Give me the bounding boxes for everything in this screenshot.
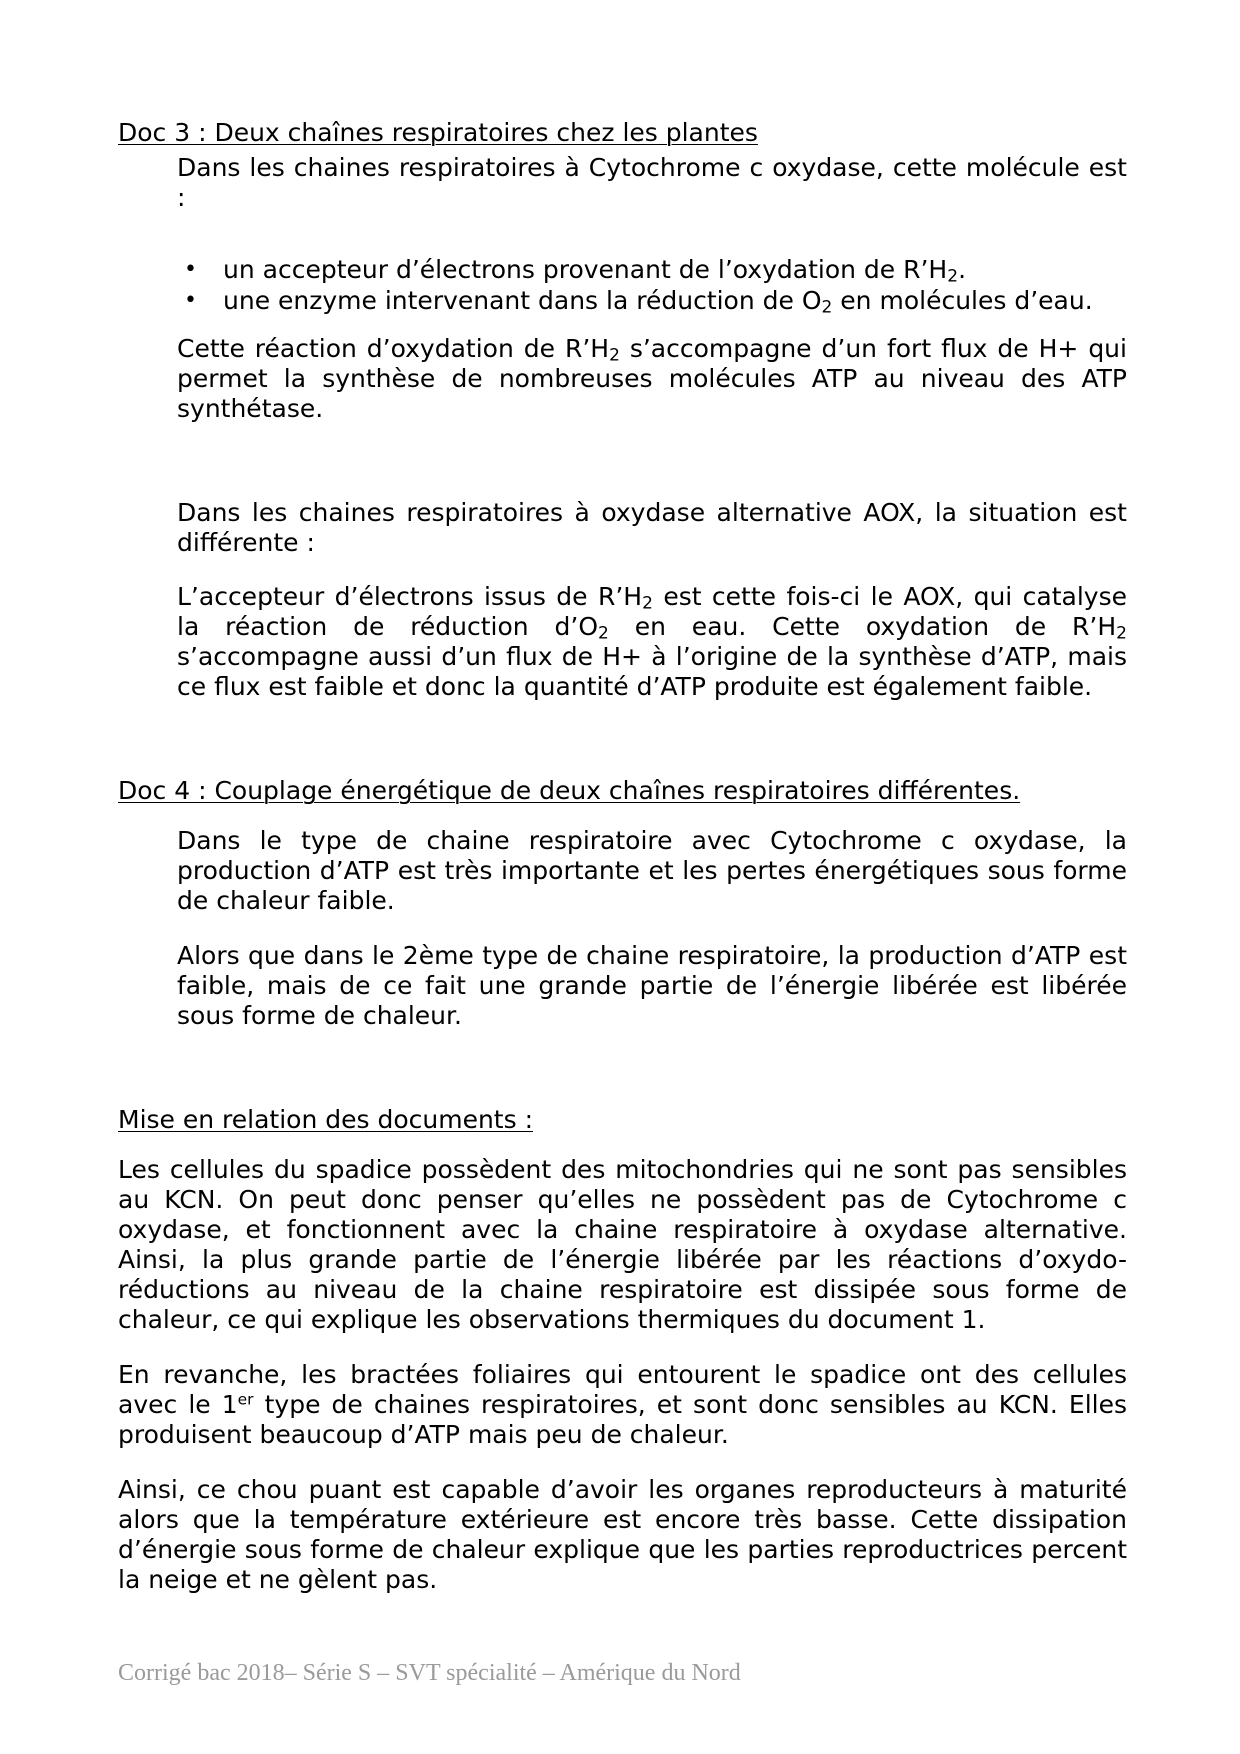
doc3-bullet-item: • une enzyme intervenant dans la réduction de $O_2$ en molécules d’eau. bbox=[184, 286, 1093, 318]
relation-first-paragraph: Les cellules du spadice possèdent des mitochondries qui ne sont pas sensibles au KCN. On peut donc penser qu’elles ne possèdent pas de Cytochrome c oxydase, et fonctionnent avec la chaine respiratoire à oxydase alternative. Ainsi, la plus grande partie de l’énergie libérée par les réactions d’oxydo-réductions au niveau de la chaine respiratoire est dissipée sous forme de chaleur, ce qui explique les observations thermiques du document 1. bbox=[118, 1155, 1127, 1334]
doc4-second-paragraph: Alors que dans le 2ème type de chaine respiratoire, la production d’ATP est faible, mais de ce fait une grande partie de l’énergie libérée est libérée sous forme de chaleur. bbox=[177, 941, 1127, 1030]
doc4-heading: Doc 4 : Couplage énergétique de deux chaînes respiratoires différentes. bbox=[118, 776, 1021, 805]
doc3-intro-paragraph: Dans les chaines respiratoires à Cytochrome c oxydase, cette molécule est : bbox=[177, 153, 1127, 212]
doc3-acceptor-paragraph: L’accepteur d’électrons issus de $R’H_2$ est cette fois-ci le AOX, qui catalyse la réaction de réduction $d’O_2$ en eau. Cette oxydation de $R’H_2$ s’accompagne aussi d’un flux de H+ à l’origine de la synthèse d’ATP, mais ce flux est faible et donc la quantité d’ATP produite est également faible. bbox=[177, 582, 1127, 701]
doc3-aox-paragraph: Dans les chaines respiratoires à oxydase alternative AOX, la situation est différente : bbox=[177, 498, 1127, 557]
doc3-bullet-list bbox=[177, 254, 1127, 316]
relation-third-paragraph: Ainsi, ce chou puant est capable d’avoir les organes reproducteurs à maturité alors que la température extérieure est encore très basse. Cette dissipation d’énergie sous forme de chaleur explique que les parties reproductrices percent la neige et ne gèlent pas. bbox=[118, 1475, 1127, 1594]
bullet-icon: • bbox=[184, 288, 197, 313]
relation-heading: Mise en relation des documents : bbox=[118, 1105, 534, 1134]
doc3-oxidation-paragraph: Cette réaction d’oxydation de $R’H_2$ s’accompagne d’un fort flux de H+ qui permet la synthèse de nombreuses molécules ATP au niveau des ATP synthétase. bbox=[177, 334, 1127, 423]
page-footer: Corrigé bac 2018– Série S – SVT spécialité – Amérique du Nord bbox=[118, 1660, 741, 1686]
doc3-bullet-item: • un accepteur d’électrons provenant de l’oxydation de $R’H_2$. bbox=[184, 255, 967, 287]
relation-second-paragraph: En revanche, les bractées foliaires qui entourent le spadice ont des cellules avec le 1er type de chaines respiratoires, et sont donc sensibles au KCN. Elles produisent beaucoup d’ATP mais peu de chaleur. bbox=[118, 1360, 1127, 1449]
doc4-first-paragraph: Dans le type de chaine respiratoire avec Cytochrome c oxydase, la production d’ATP est très importante et les pertes énergétiques sous forme de chaleur faible. bbox=[177, 826, 1127, 915]
bullet-icon: • bbox=[184, 257, 197, 282]
doc3-heading: Doc 3 : Deux chaînes respiratoires chez les plantes bbox=[118, 118, 758, 147]
